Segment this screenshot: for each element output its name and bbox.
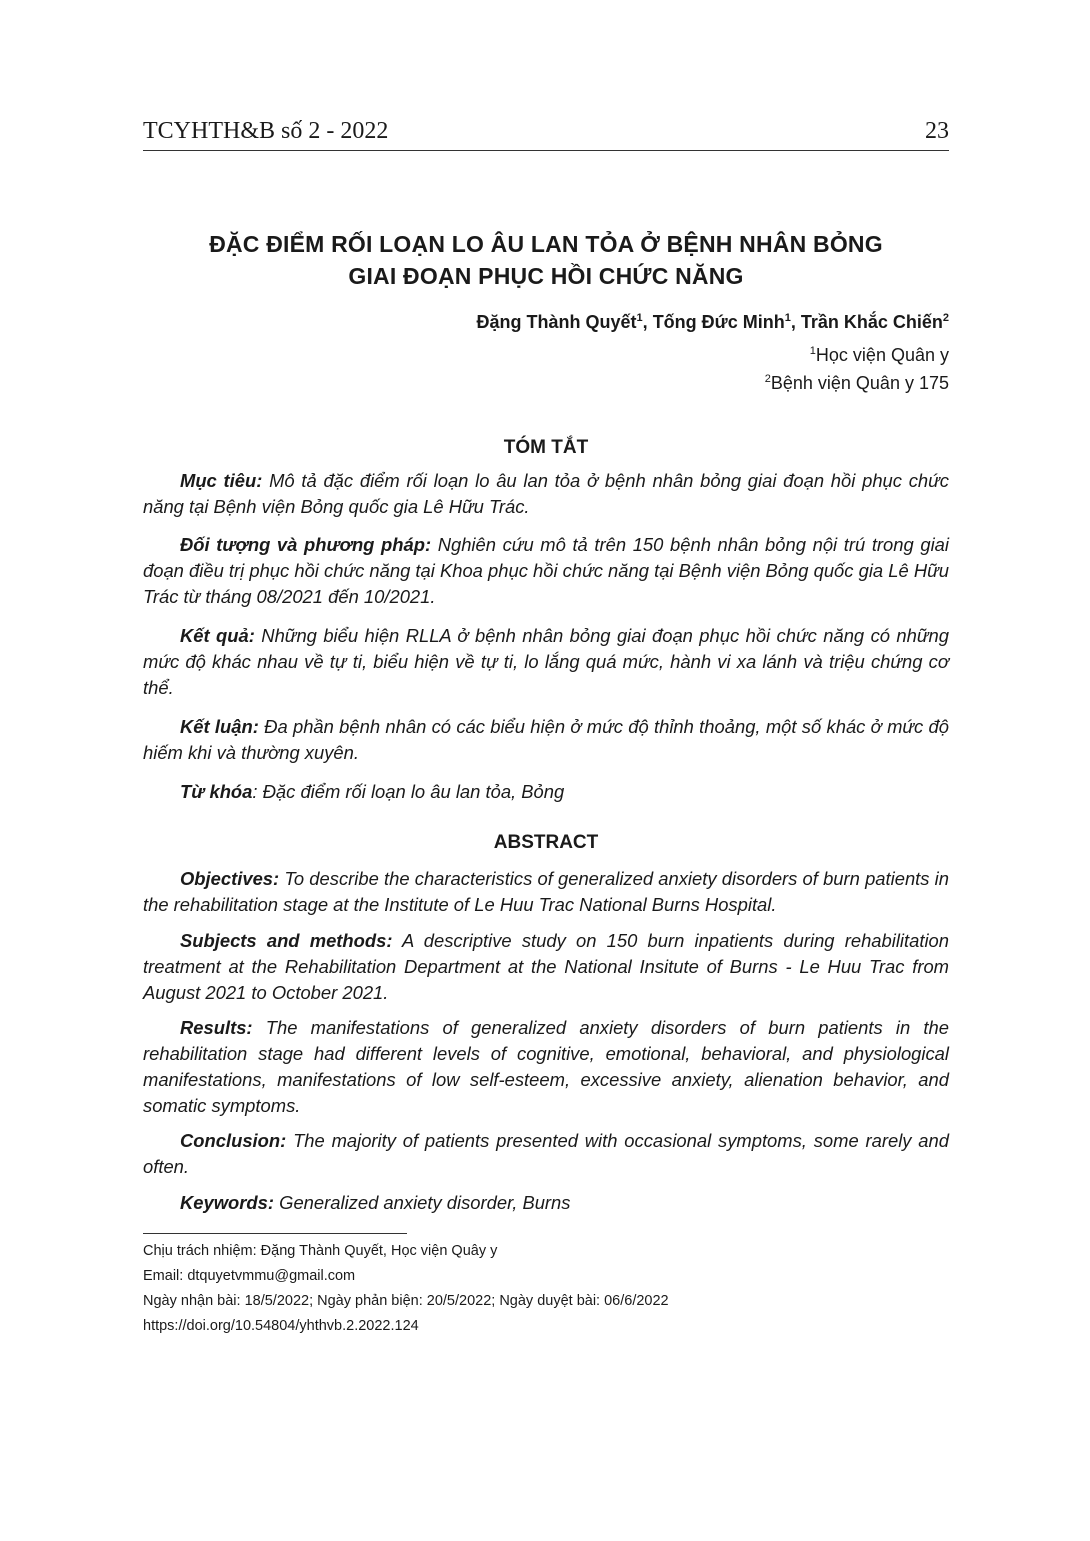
en-conclusion-text: The majority of patients presented with occasional symptoms, some rarely and often. (143, 1130, 949, 1177)
author-separator: , (642, 312, 653, 332)
title-line-2: GIAI ĐOẠN PHỤC HỒI CHỨC NĂNG (348, 263, 744, 289)
vi-conclusion-text: Đa phần bệnh nhân có các biểu hiện ở mức độ thỉnh thoảng, một số khác ở mức độ hiếm khi và thường xuyên. (143, 716, 949, 763)
author-2: Tống Đức Minh (652, 312, 785, 332)
en-results (143, 1015, 949, 1119)
page-number: 23 (925, 118, 949, 144)
affiliation-2-text: Bệnh viện Quân y 175 (770, 373, 949, 393)
en-keywords-label: Keywords: (180, 1192, 275, 1213)
author-1-sup: 1 (636, 312, 643, 324)
vi-objective-text: Mô tả đặc điểm rối loạn lo âu lan tỏa ở bệnh nhân bỏng giai đoạn hồi phục chức năng tại Bệnh viện Bỏng quốc gia Lê Hữu Trác. (143, 470, 949, 517)
vi-keywords-text: : Đặc điểm rối loạn lo âu lan tỏa, Bỏng (252, 781, 565, 802)
footnote-divider (143, 1233, 407, 1234)
vi-objective (143, 468, 949, 520)
en-methods-text: A descriptive study on 150 burn inpatients during rehabilitation treatment at the Rehabilitation Department at the National Insitute of Burns - Le Huu Trac from August 2021 to October 2021. (143, 930, 949, 1003)
vi-methods-label: Đối tượng và phương pháp: (180, 534, 432, 555)
en-keywords (143, 1190, 949, 1216)
en-objective-label: Objectives: (180, 868, 280, 889)
author-separator: , (790, 312, 801, 332)
running-header (143, 114, 949, 151)
footnote-dates: Ngày nhận bài: 18/5/2022; Ngày phản biện: 20/5/2022; Ngày duyệt bài: 06/6/2022 (143, 1293, 669, 1309)
vi-conclusion-label: Kết luận: (180, 716, 259, 737)
en-results-label: Results: (180, 1017, 253, 1038)
affiliation-2-sup: 2 (764, 373, 771, 385)
footnote-doi-link[interactable]: https://doi.org/10.54804/yhthvb.2.2022.124 (143, 1318, 419, 1334)
en-results-text: The manifestations of generalized anxiety disorders of burn patients in the rehabilitation stage had different levels of cognitive, emotional, behavioral, and physiological manifestations, manifestations of low self-esteem, excessive anxiety, alienation behavior, and somatic symptoms. (143, 1017, 949, 1116)
vi-methods (143, 532, 949, 610)
vi-results (143, 623, 949, 701)
en-conclusion-label: Conclusion: (180, 1130, 287, 1151)
en-conclusion (143, 1128, 949, 1180)
author-list (477, 312, 949, 333)
journal-name: TCYHTH&B số 2 - 2022 (143, 118, 389, 144)
footnote-email: Email: dtquyetvmmu@gmail.com (143, 1268, 356, 1284)
affiliation-1 (810, 345, 949, 366)
vi-results-text: Những biểu hiện RLLA ở bệnh nhân bỏng giai đoạn phục hồi chức năng có những mức độ khác nhau về tự ti, biểu hiện về tự ti, lo lắng quá mức, hành vi xa lánh và triệu chứng cơ thể. (143, 625, 949, 698)
author-3-sup: 2 (942, 312, 949, 324)
vi-results-label: Kết quả: (180, 625, 255, 646)
en-abstract-heading: ABSTRACT (493, 832, 599, 853)
en-objective (143, 866, 949, 918)
en-objective-text: To describe the characteristics of generalized anxiety disorders of burn patients in the rehabilitation stage at the Institute of Le Huu Trac National Burns Hospital. (143, 868, 949, 915)
author-2-sup: 1 (784, 312, 791, 324)
vi-keywords (143, 779, 949, 805)
footnote-responsible: Chịu trách nhiệm: Đặng Thành Quyết, Học viện Quây y (143, 1243, 498, 1259)
title-line-1: ĐẶC ĐIỂM RỐI LOẠN LO ÂU LAN TỎA Ở BỆNH NHÂN BỎNG (209, 231, 883, 257)
en-methods-label: Subjects and methods: (180, 930, 393, 951)
vi-abstract-heading: TÓM TẮT (503, 437, 589, 458)
vi-conclusion (143, 714, 949, 766)
vi-keywords-label: Từ khóa (180, 781, 253, 802)
article-title (143, 228, 949, 292)
author-3: Trần Khắc Chiến (800, 312, 943, 332)
en-keywords-text: Generalized anxiety disorder, Burns (274, 1192, 571, 1213)
affiliation-1-sup: 1 (809, 345, 816, 357)
en-methods (143, 928, 949, 1006)
vi-methods-text: Nghiên cứu mô tả trên 150 bệnh nhân bỏng nội trú trong giai đoạn điều trị phục hồi chức năng tại Khoa phục hồi chức năng tại Bệnh viện Bỏng quốc gia Lê Hữu Trác từ tháng 08/2021 đến 10/2021. (143, 534, 949, 607)
author-1: Đặng Thành Quyết (476, 312, 637, 332)
affiliation-2 (765, 373, 949, 394)
affiliation-1-text: Học viện Quân y (815, 345, 949, 365)
vi-objective-label: Mục tiêu: (180, 470, 263, 491)
